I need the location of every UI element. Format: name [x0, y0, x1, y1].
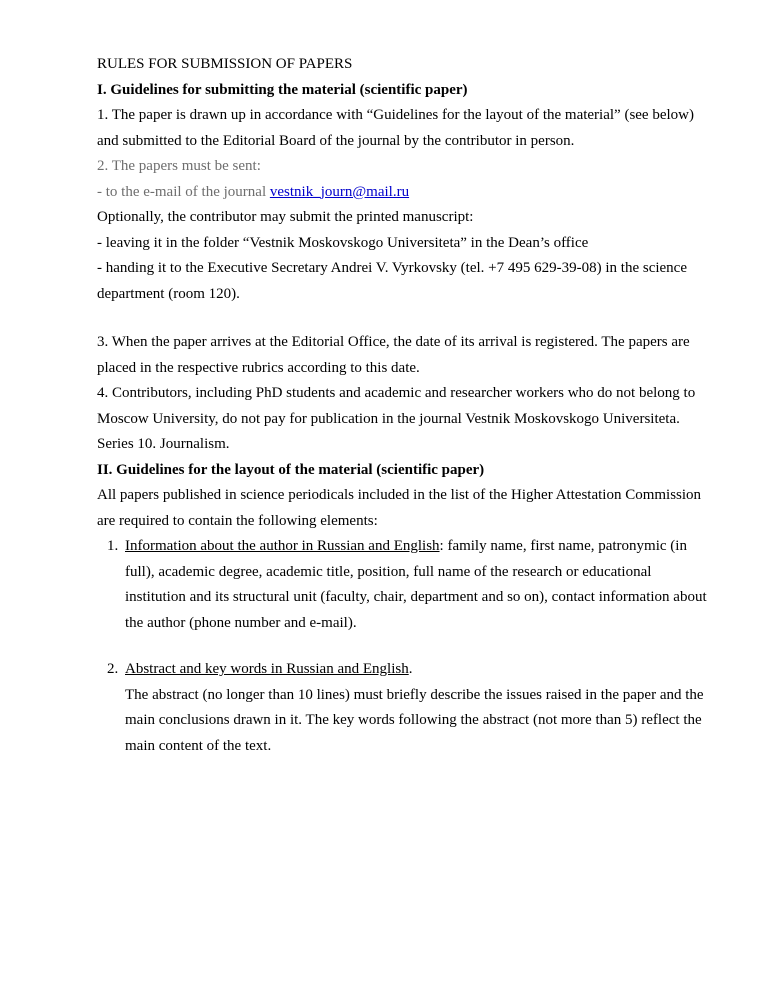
document-title: RULES FOR SUBMISSION OF PAPERS [97, 56, 353, 72]
list-item-2-number: 2. [107, 661, 119, 677]
section1-heading: I. Guidelines for submitting the material (scientific paper) [97, 81, 468, 98]
papers-must-be-sent-line: 2. The papers must be sent: [97, 158, 261, 174]
section2-intro: All papers published in science periodicals included in the list of the Higher Attestation Commission are required to contain the following elements: [97, 487, 702, 529]
email-bullet-line [97, 180, 711, 206]
list-item-abstract-keywords [97, 657, 711, 759]
list-item-author-info [97, 534, 711, 636]
email-bullet-prefix: - to the e-mail of the journal [97, 183, 270, 200]
list-item-2-underlined-label: Abstract and key words in Russian and English [125, 661, 409, 677]
list-item-2-period: . [408, 661, 413, 677]
paragraph-3: 3. When the paper arrives at the Editorial Office, the date of its arrival is registered. The papers are placed in the respective rubrics according to this date. [97, 334, 690, 376]
list-item-1-number: 1. [107, 538, 119, 554]
paragraph-2-block [97, 154, 711, 307]
bullet-folder-line: - leaving it in the folder “Vestnik Moskovskogo Universiteta” in the Dean’s office [97, 234, 589, 251]
paragraph-4: 4. Contributors, including PhD students and academic and researcher workers who do not belong to Moscow University, do not pay for publication in the journal Vestnik Moskovskogo Universiteta. Series 10. Journalism. [97, 385, 696, 452]
bullet-secretary-line: - handing it to the Executive Secretary Andrei V. Vyrkovsky (tel. +7 495 629-39-08) in the science department (room 120). [97, 260, 687, 302]
list-item-2-heading-line [125, 657, 711, 683]
optionally-line: Optionally, the contributor may submit the printed manuscript: [97, 209, 474, 225]
section2-heading: II. Guidelines for the layout of the material (scientific paper) [97, 461, 485, 478]
paragraph-1: 1. The paper is drawn up in accordance with “Guidelines for the layout of the material” (see below) and submitted to the Editorial Board of the journal by the contributor in person. [97, 107, 694, 149]
journal-email-link[interactable]: vestnik_journ@mail.ru [269, 183, 410, 200]
list-item-1-text: : family name, first name, patronymic (in full), academic degree, academic title, position, full name of the research or educational institution and its structural unit (faculty, chair, department and so on), contact information about the author (phone number and e-mail). [125, 538, 707, 631]
list-item-2-body: The abstract (no longer than 10 lines) must briefly describe the issues raised in the paper and the main conclusions drawn in it. The key words following the abstract (not more than 5) reflect the main content of the text. [125, 686, 704, 754]
list-item-1-underlined-label: Information about the author in Russian and English [125, 538, 440, 554]
